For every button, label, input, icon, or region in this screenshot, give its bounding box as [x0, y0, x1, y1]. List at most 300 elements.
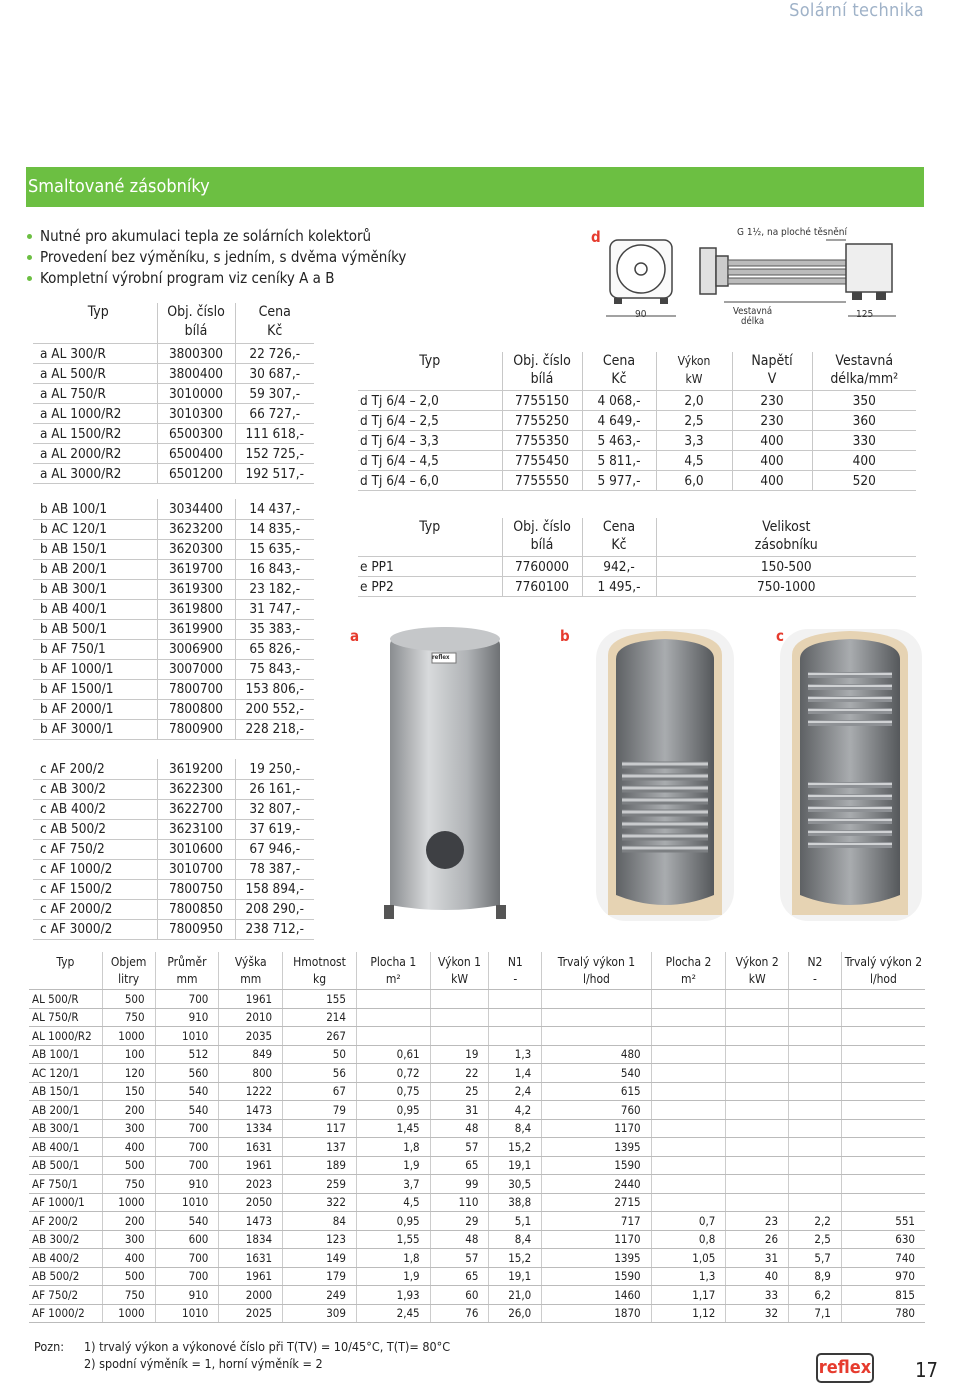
table-cell: 1000	[102, 1304, 155, 1323]
table-cell: 1,9	[356, 1267, 430, 1286]
table-cell	[789, 1193, 842, 1212]
table-cell	[489, 1027, 542, 1046]
table-row	[33, 779, 314, 799]
table-cell: 3800300	[157, 344, 235, 364]
table-cell: 910	[155, 1175, 219, 1194]
table-cell: b AB 300/1	[33, 579, 157, 599]
table-cell: 1,3	[489, 1045, 542, 1064]
table-cell: 25	[430, 1082, 489, 1101]
col-cena: Cena Kč	[582, 352, 656, 391]
table-cell: 3010000	[157, 384, 235, 404]
table-cell: 3,7	[356, 1175, 430, 1194]
table-cell	[651, 1119, 726, 1138]
table-cell: 7755550	[502, 471, 582, 491]
table-cell: 1473	[219, 1101, 283, 1120]
table-cell: 6501200	[157, 464, 235, 484]
column-header: Trvalý výkon 1 l/hod	[542, 952, 651, 990]
table-cell: 5 463,-	[582, 431, 656, 451]
table-cell: 38,8	[489, 1193, 542, 1212]
table-cell: 3619200	[157, 759, 235, 779]
table-cell: AB 200/1	[29, 1101, 102, 1120]
table-cell: 31	[726, 1249, 789, 1268]
table-cell: 150	[102, 1082, 155, 1101]
table-cell	[726, 1064, 789, 1083]
col-obj: Obj. číslo bílá	[502, 352, 582, 391]
table-cell	[789, 1027, 842, 1046]
table-cell: b AB 100/1	[33, 499, 157, 519]
table-cell: 360	[812, 411, 916, 431]
table-cell: 3623100	[157, 819, 235, 839]
table-cell: 238 712,-	[235, 919, 314, 939]
thread-label: G 1½, na ploché těsnění	[737, 227, 848, 238]
table-cell	[726, 1119, 789, 1138]
table-cell: 400	[732, 431, 812, 451]
table-cell: 19 250,-	[235, 759, 314, 779]
table-cell: d Tj 6/4 – 2,0	[358, 391, 502, 411]
table-cell: 40	[726, 1267, 789, 1286]
table-cell: b AB 500/1	[33, 619, 157, 639]
table-cell: 214	[283, 1008, 357, 1027]
table-cell	[726, 1175, 789, 1194]
table-cell: 1000	[102, 1027, 155, 1046]
pp-table	[358, 518, 916, 597]
table-cell: 155	[283, 990, 357, 1009]
table-cell	[651, 1156, 726, 1175]
table-cell: 540	[542, 1064, 651, 1083]
table-cell: 66 727,-	[235, 404, 314, 424]
table-cell: 19,1	[489, 1156, 542, 1175]
table-cell: c AF 200/2	[33, 759, 157, 779]
footnote-line: 2) spodní výměník = 1, horní výměník = 2	[84, 1356, 323, 1371]
table-cell: 0,95	[356, 1101, 430, 1120]
table-cell	[789, 1138, 842, 1157]
table-cell: 230	[732, 391, 812, 411]
table-cell: 750	[102, 1286, 155, 1305]
table-row	[29, 1249, 925, 1268]
table-row	[33, 539, 314, 559]
table-cell	[651, 1064, 726, 1083]
table-row	[29, 1119, 925, 1138]
table-cell: AB 500/1	[29, 1156, 102, 1175]
table-cell: 0,8	[651, 1230, 726, 1249]
col-cena: Cena Kč	[235, 303, 314, 344]
table-cell: 179	[283, 1267, 357, 1286]
table-cell: 2,4	[489, 1082, 542, 1101]
table-cell: 111 618,-	[235, 424, 314, 444]
table-row	[33, 559, 314, 579]
table-cell: 760	[542, 1101, 651, 1120]
table-row	[33, 659, 314, 679]
table-cell	[651, 1101, 726, 1120]
table-cell: 400	[102, 1138, 155, 1157]
table-cell: AB 150/1	[29, 1082, 102, 1101]
table-cell: b AB 200/1	[33, 559, 157, 579]
table-cell: a AL 500/R	[33, 364, 157, 384]
table-cell: AL 500/R	[29, 990, 102, 1009]
tank-illustrations	[350, 615, 930, 935]
table-cell: 3010300	[157, 404, 235, 424]
table-cell: 15 635,-	[235, 539, 314, 559]
table-cell: 192 517,-	[235, 464, 314, 484]
table-cell: b AF 750/1	[33, 639, 157, 659]
table-cell: 1010	[155, 1304, 219, 1323]
table-cell: 500	[102, 1156, 155, 1175]
table-cell: 7800900	[157, 719, 235, 739]
table-cell	[651, 1008, 726, 1027]
table-cell: 780	[841, 1304, 925, 1323]
table-cell: 2,45	[356, 1304, 430, 1323]
table-cell: 8,9	[789, 1267, 842, 1286]
column-header: Výška mm	[219, 952, 283, 990]
table-cell: 717	[542, 1212, 651, 1231]
table-cell: 1170	[542, 1119, 651, 1138]
table-cell: 0,7	[651, 1212, 726, 1231]
table-cell: 3620300	[157, 539, 235, 559]
footnote-line: 1) trvalý výkon a výkonové číslo při T(TV) = 10/45°C, T(T)= 80°C	[84, 1339, 451, 1354]
table-cell: 1,55	[356, 1230, 430, 1249]
table-cell: a AL 3000/R2	[33, 464, 157, 484]
table-cell: 117	[283, 1119, 357, 1138]
table-cell: 15,2	[489, 1138, 542, 1157]
table-cell: b AF 1000/1	[33, 659, 157, 679]
table-cell: 500	[102, 990, 155, 1009]
column-header: Plocha 1 m²	[356, 952, 430, 990]
table-cell: 5,1	[489, 1212, 542, 1231]
table-cell	[789, 1082, 842, 1101]
table-cell	[789, 1119, 842, 1138]
table-cell: 0,72	[356, 1064, 430, 1083]
table-cell: 750	[102, 1008, 155, 1027]
table-cell: 2023	[219, 1175, 283, 1194]
table-cell: 3619900	[157, 619, 235, 639]
table-cell: 78 387,-	[235, 859, 314, 879]
table-cell: 1,4	[489, 1064, 542, 1083]
table-cell: 970	[841, 1267, 925, 1286]
table-cell: 5,7	[789, 1249, 842, 1268]
table-cell: 3007000	[157, 659, 235, 679]
table-cell: 65	[430, 1267, 489, 1286]
table-cell: 3619800	[157, 599, 235, 619]
table-cell	[841, 990, 925, 1009]
table-cell: 152 725,-	[235, 444, 314, 464]
feature-item: Kompletní výrobní program viz ceníky A a B	[26, 268, 406, 289]
table-cell: 700	[155, 1156, 219, 1175]
tank-logo: reflex	[432, 654, 450, 661]
column-header: Výkon 1 kW	[430, 952, 489, 990]
table-cell: 3006900	[157, 639, 235, 659]
table-row	[33, 364, 314, 384]
table-cell: c AB 500/2	[33, 819, 157, 839]
table-cell	[789, 1101, 842, 1120]
table-row	[358, 557, 916, 577]
table-row	[29, 1156, 925, 1175]
table-row	[33, 799, 314, 819]
table-cell: 31 747,-	[235, 599, 314, 619]
table-cell: a AL 300/R	[33, 344, 157, 364]
table-cell: 1395	[542, 1249, 651, 1268]
table-cell: 1460	[542, 1286, 651, 1305]
table-cell	[841, 1101, 925, 1120]
table-cell: 1,45	[356, 1119, 430, 1138]
table-cell: 0,61	[356, 1045, 430, 1064]
table-row	[29, 1175, 925, 1194]
table-cell	[726, 1101, 789, 1120]
table-cell: 700	[155, 1138, 219, 1157]
table-cell	[841, 1193, 925, 1212]
table-cell: 32	[726, 1304, 789, 1323]
table-cell: 1,93	[356, 1286, 430, 1305]
table-cell: 2035	[219, 1027, 283, 1046]
table-cell: 23 182,-	[235, 579, 314, 599]
table-cell: 1631	[219, 1249, 283, 1268]
table-cell: AF 750/1	[29, 1175, 102, 1194]
feature-item: Nutné pro akumulaci tepla ze solárních kolektorů	[26, 226, 406, 247]
table-cell: 1590	[542, 1267, 651, 1286]
table-row	[29, 1101, 925, 1120]
table-cell: 3622700	[157, 799, 235, 819]
table-cell: 153 806,-	[235, 679, 314, 699]
table-row	[33, 759, 314, 779]
table-row	[33, 384, 314, 404]
column-header: N2 -	[789, 952, 842, 990]
table-cell: 123	[283, 1230, 357, 1249]
table-cell: 1631	[219, 1138, 283, 1157]
table-cell: 1010	[155, 1027, 219, 1046]
table-cell: 3010700	[157, 859, 235, 879]
table-cell	[430, 1027, 489, 1046]
table-cell: e PP1	[358, 557, 502, 577]
table-cell: 6,2	[789, 1286, 842, 1305]
table-cell: 4,5	[656, 451, 732, 471]
table-cell: 208 290,-	[235, 899, 314, 919]
table-row	[29, 1304, 925, 1323]
table-row	[33, 639, 314, 659]
table-cell: 7755450	[502, 451, 582, 471]
table-cell: 540	[155, 1101, 219, 1120]
table-cell: 57	[430, 1249, 489, 1268]
table-cell: 500	[102, 1267, 155, 1286]
table-row	[33, 619, 314, 639]
table-cell: 1,05	[651, 1249, 726, 1268]
column-header: Hmotnost kg	[283, 952, 357, 990]
table-cell: 2,5	[656, 411, 732, 431]
table-cell	[789, 1045, 842, 1064]
col-obj: Obj. číslo bílá	[157, 303, 235, 344]
table-cell: 56	[283, 1064, 357, 1083]
table-cell: 540	[155, 1082, 219, 1101]
table-cell	[841, 1008, 925, 1027]
table-cell: 4,2	[489, 1101, 542, 1120]
table-cell: AB 400/2	[29, 1249, 102, 1268]
table-cell	[841, 1175, 925, 1194]
table-cell: 48	[430, 1119, 489, 1138]
table-cell	[726, 1082, 789, 1101]
table-cell: 1170	[542, 1230, 651, 1249]
table-cell: 23	[726, 1212, 789, 1231]
table-cell: b AB 400/1	[33, 599, 157, 619]
table-cell	[651, 1082, 726, 1101]
table-row	[33, 699, 314, 719]
table-cell: 849	[219, 1045, 283, 1064]
table-cell: 3,3	[656, 431, 732, 451]
table-cell: 3619700	[157, 559, 235, 579]
table-cell: 57	[430, 1138, 489, 1157]
table-cell: 2010	[219, 1008, 283, 1027]
table-cell	[726, 990, 789, 1009]
table-cell: 630	[841, 1230, 925, 1249]
table-row	[33, 344, 314, 364]
table-cell: 99	[430, 1175, 489, 1194]
table-row	[33, 839, 314, 859]
table-cell: AL 1000/R2	[29, 1027, 102, 1046]
table-cell: 3619300	[157, 579, 235, 599]
table-cell: 31	[430, 1101, 489, 1120]
table-cell: b AF 1500/1	[33, 679, 157, 699]
table-cell: 1590	[542, 1156, 651, 1175]
tank-c-image	[780, 629, 922, 921]
table-cell	[356, 990, 430, 1009]
table-cell: 7800950	[157, 919, 235, 939]
table-cell: 158 894,-	[235, 879, 314, 899]
table-cell: 1010	[155, 1193, 219, 1212]
table-cell: e PP2	[358, 577, 502, 597]
table-row	[29, 1267, 925, 1286]
table-cell: 120	[102, 1064, 155, 1083]
table-cell: AC 120/1	[29, 1064, 102, 1083]
table-cell: 67 946,-	[235, 839, 314, 859]
table-row	[29, 990, 925, 1009]
table-cell	[430, 990, 489, 1009]
table-cell: 14 437,-	[235, 499, 314, 519]
table-cell: 150-500	[656, 557, 916, 577]
table-cell: 37 619,-	[235, 819, 314, 839]
table-cell: 76	[430, 1304, 489, 1323]
table-cell: a AL 1500/R2	[33, 424, 157, 444]
table-cell: 259	[283, 1175, 357, 1194]
price-table-c	[33, 759, 314, 940]
table-cell: 2715	[542, 1193, 651, 1212]
col-cena: Cena Kč	[582, 518, 656, 557]
tank-b-image	[596, 629, 734, 921]
table-cell: 2,0	[656, 391, 732, 411]
label-b: b	[560, 627, 570, 645]
table-cell	[789, 1008, 842, 1027]
spec-table	[29, 952, 925, 1323]
section-title: Solární technika	[789, 0, 924, 21]
table-cell: 7,1	[789, 1304, 842, 1323]
table-cell: 1961	[219, 990, 283, 1009]
table-cell: 26,0	[489, 1304, 542, 1323]
table-cell: 330	[812, 431, 916, 451]
table-cell: 1000	[102, 1193, 155, 1212]
table-row	[358, 471, 916, 491]
table-cell: 228 218,-	[235, 719, 314, 739]
table-row	[29, 1230, 925, 1249]
table-cell: 1395	[542, 1138, 651, 1157]
dim-right: 125	[856, 309, 874, 320]
feature-list	[26, 226, 406, 289]
table-cell: 137	[283, 1138, 357, 1157]
table-cell: 0,75	[356, 1082, 430, 1101]
heater-table	[358, 352, 916, 491]
table-row	[33, 899, 314, 919]
table-cell: a AL 1000/R2	[33, 404, 157, 424]
table-cell: 300	[102, 1119, 155, 1138]
column-header: Plocha 2 m²	[651, 952, 726, 990]
section-banner: Smaltované zásobníky	[26, 167, 924, 207]
table-cell: 551	[841, 1212, 925, 1231]
table-cell	[489, 990, 542, 1009]
table-cell: 942,-	[582, 557, 656, 577]
table-cell: 400	[102, 1249, 155, 1268]
table-cell: 7755150	[502, 391, 582, 411]
table-cell: 30 687,-	[235, 364, 314, 384]
table-cell: 200	[102, 1101, 155, 1120]
table-cell: c AF 750/2	[33, 839, 157, 859]
table-cell: 48	[430, 1230, 489, 1249]
table-cell: 2,5	[789, 1230, 842, 1249]
table-cell: 7800800	[157, 699, 235, 719]
table-cell: 800	[219, 1064, 283, 1083]
table-cell: 19,1	[489, 1267, 542, 1286]
table-row	[358, 577, 916, 597]
table-cell: 1473	[219, 1212, 283, 1231]
table-cell: a AL 750/R	[33, 384, 157, 404]
table-cell	[841, 1045, 925, 1064]
table-cell: 350	[812, 391, 916, 411]
table-row	[33, 424, 314, 444]
table-cell: 1961	[219, 1267, 283, 1286]
table-cell: 400	[732, 471, 812, 491]
table-cell: 3010600	[157, 839, 235, 859]
table-row	[33, 499, 314, 519]
table-cell: c AF 3000/2	[33, 919, 157, 939]
table-cell: 6500300	[157, 424, 235, 444]
table-cell	[726, 1045, 789, 1064]
table-cell: AB 300/1	[29, 1119, 102, 1138]
table-cell: 2440	[542, 1175, 651, 1194]
table-row	[29, 1082, 925, 1101]
table-row	[29, 1212, 925, 1231]
table-cell: 79	[283, 1101, 357, 1120]
col-obj: Obj. číslo bílá	[502, 518, 582, 557]
table-cell	[841, 1027, 925, 1046]
table-cell: 1,8	[356, 1138, 430, 1157]
table-row	[29, 1064, 925, 1083]
table-cell: 5 977,-	[582, 471, 656, 491]
table-cell: 1,12	[651, 1304, 726, 1323]
table-cell: 249	[283, 1286, 357, 1305]
table-cell: 5 811,-	[582, 451, 656, 471]
column-header: Výkon 2 kW	[726, 952, 789, 990]
table-cell: c AF 1500/2	[33, 879, 157, 899]
col-typ: Typ	[33, 303, 157, 344]
table-cell: 59 307,-	[235, 384, 314, 404]
table-cell: 4 649,-	[582, 411, 656, 431]
table-cell: 2050	[219, 1193, 283, 1212]
table-cell: d Tj 6/4 – 4,5	[358, 451, 502, 471]
label-a: a	[350, 627, 360, 645]
table-cell: AB 500/2	[29, 1267, 102, 1286]
footnote	[34, 1338, 450, 1372]
table-cell: d Tj 6/4 – 2,5	[358, 411, 502, 431]
table-cell: 75 843,-	[235, 659, 314, 679]
table-cell: 29	[430, 1212, 489, 1231]
col-typ: Typ	[358, 518, 502, 557]
table-cell: 230	[732, 411, 812, 431]
table-cell: 300	[102, 1230, 155, 1249]
table-cell: 1,9	[356, 1156, 430, 1175]
